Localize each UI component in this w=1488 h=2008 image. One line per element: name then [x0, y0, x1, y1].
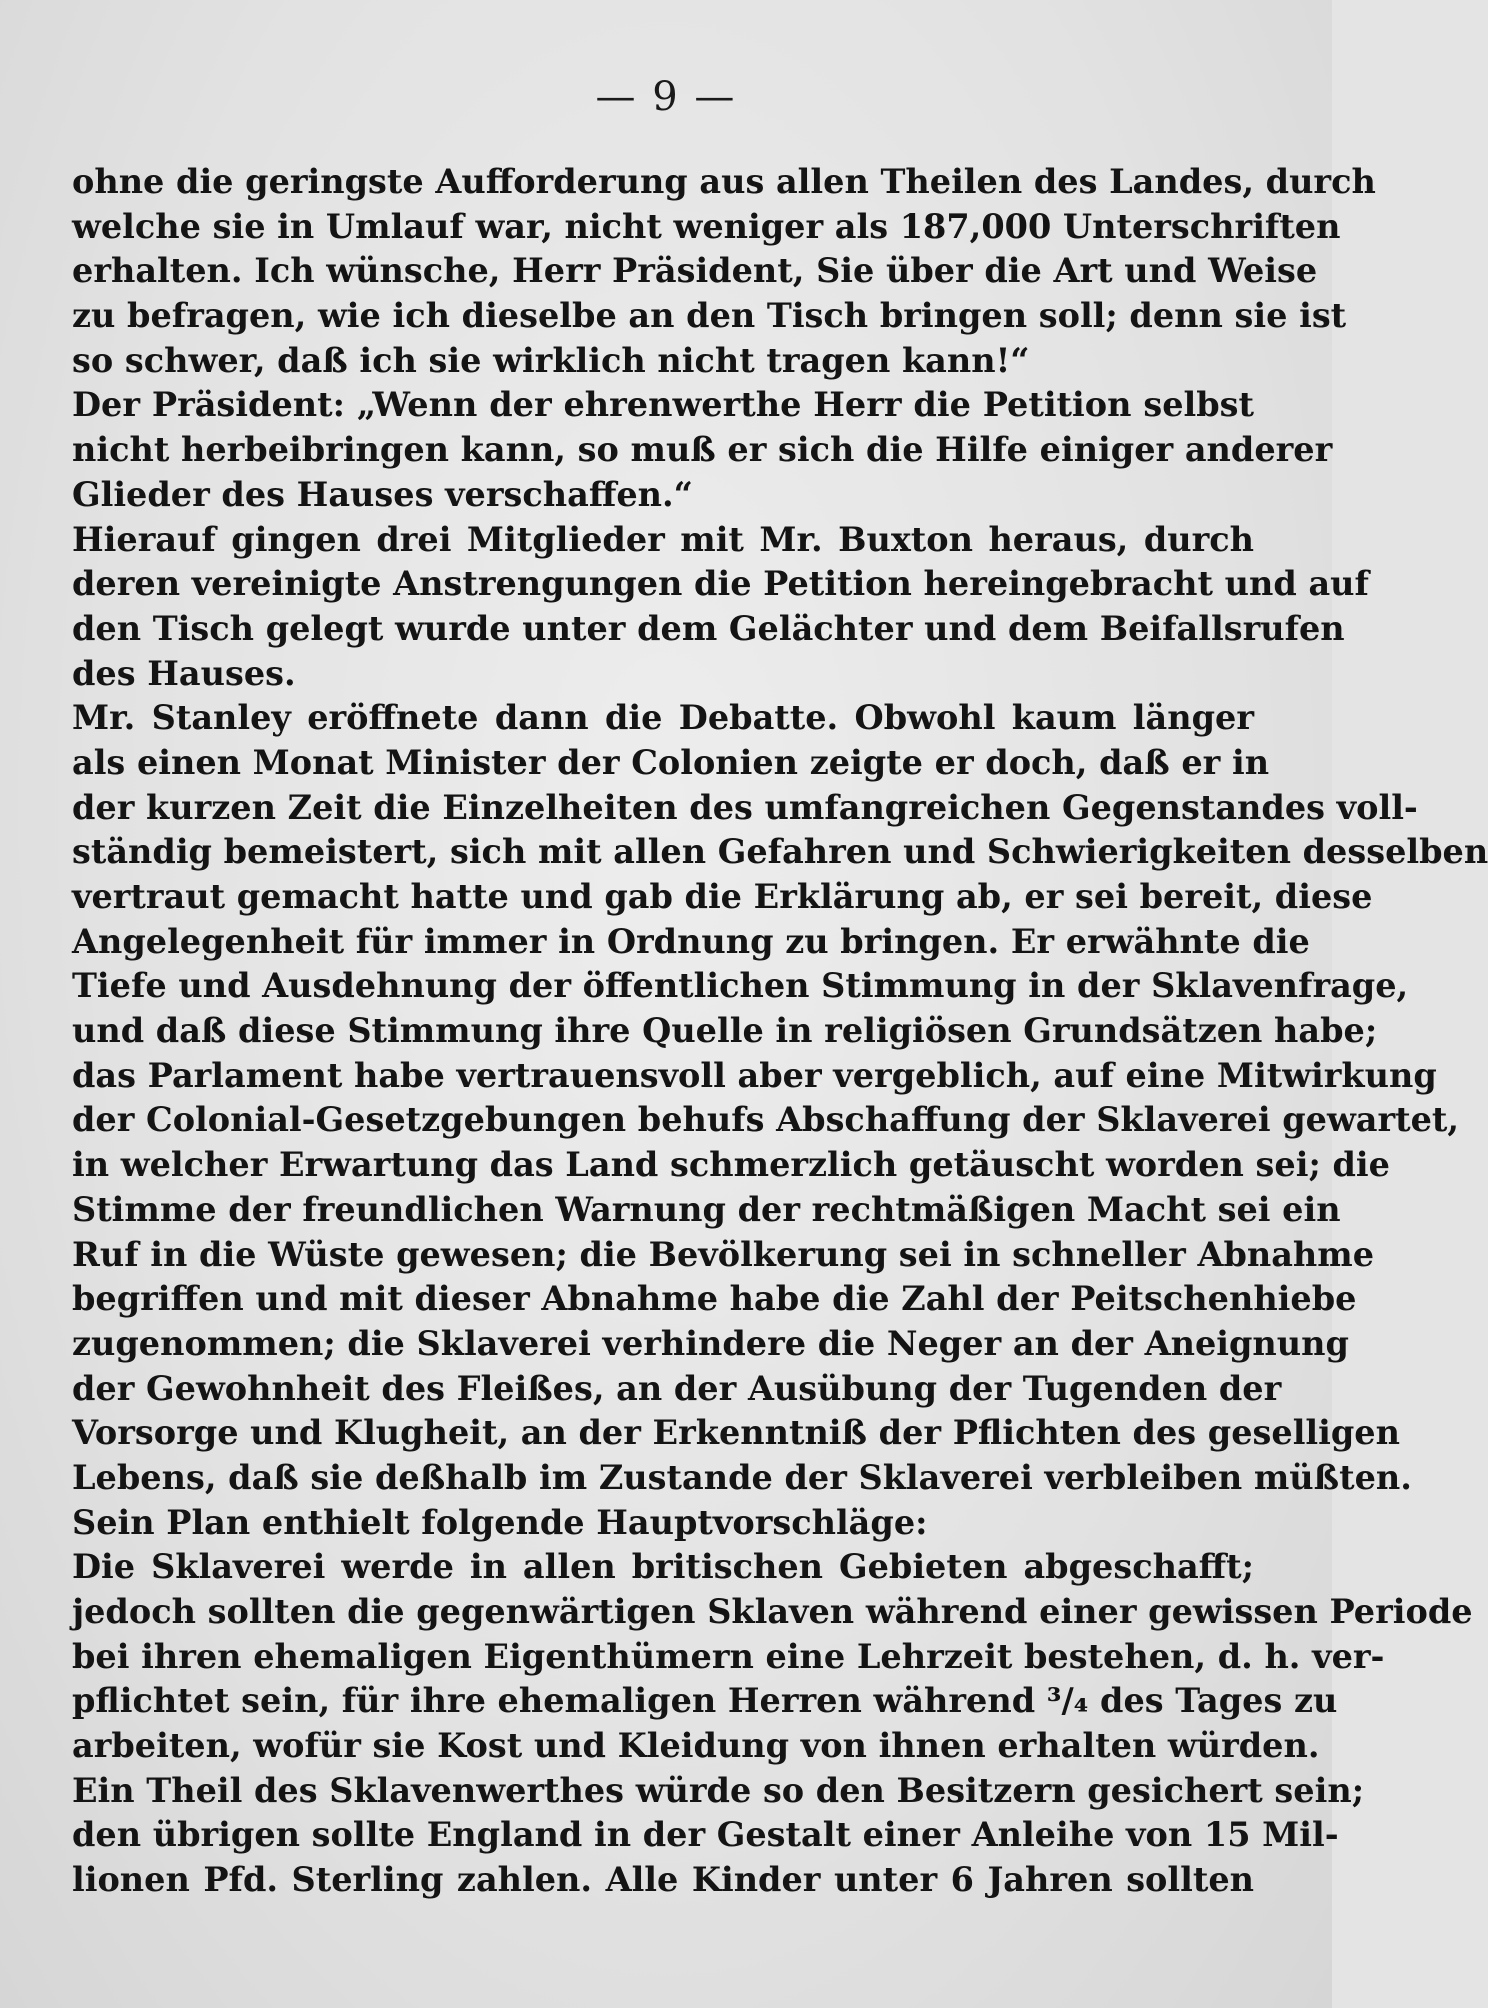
- text-line: Die Sklaverei werde in allen britischen Gebieten abgeschafft;: [72, 1547, 1254, 1587]
- text-line: Vorsorge und Klugheit, an der Erkenntniß der Pflichten des geselligen: [72, 1413, 1400, 1453]
- text-line: als einen Monat Minister der Colonien zeigte er doch, daß er in: [72, 742, 1270, 782]
- text-line: zugenommen; die Sklaverei verhindere die Neger an der Aneignung: [72, 1323, 1349, 1363]
- text-line: das Parlament habe vertrauensvoll aber vergeblich, auf eine Mitwirkung: [72, 1055, 1437, 1095]
- text-line: den übrigen sollte England in der Gestalt einer Anleihe von 15 Mil-: [72, 1815, 1339, 1855]
- text-line: bei ihren ehemaligen Eigenthümern eine Lehrzeit bestehen, d. h. ver-: [72, 1636, 1385, 1676]
- text-line: Angelegenheit für immer in Ordnung zu bringen. Er erwähnte die: [72, 921, 1310, 961]
- text-line: Mr. Stanley eröffnete dann die Debatte. Obwohl kaum länger: [72, 698, 1254, 738]
- text-line: begriffen und mit dieser Abnahme habe die Zahl der Peitschenhiebe: [72, 1279, 1357, 1319]
- text-line: zu befragen, wie ich dieselbe an den Tisch bringen soll; denn sie ist: [72, 296, 1347, 336]
- text-line: pflichtet sein, für ihre ehemaligen Herren während ³/₄ des Tages zu: [72, 1681, 1338, 1721]
- text-line: Lebens, daß sie deßhalb im Zustande der Sklaverei verbleiben müßten.: [72, 1457, 1412, 1497]
- text-line: in welcher Erwartung das Land schmerzlich getäuscht worden sei; die: [72, 1145, 1390, 1185]
- text-line: erhalten. Ich wünsche, Herr Präsident, Sie über die Art und Weise: [72, 251, 1318, 291]
- text-line: der Colonial-Gesetzgebungen behufs Abschaffung der Sklaverei gewartet,: [72, 1100, 1460, 1140]
- text-line: Stimme der freundlichen Warnung der rechtmäßigen Macht sei ein: [72, 1189, 1341, 1229]
- text-line: Sein Plan enthielt folgende Hauptvorschläge:: [72, 1502, 928, 1542]
- text-line: Ein Theil des Sklavenwerthes würde so den Besitzern gesichert sein;: [72, 1770, 1365, 1810]
- text-line: arbeiten, wofür sie Kost und Kleidung von ihnen erhalten würden.: [72, 1726, 1320, 1766]
- text-line: nicht herbeibringen kann, so muß er sich die Hilfe einiger anderer: [72, 430, 1333, 470]
- text-line: lionen Pfd. Sterling zahlen. Alle Kinder unter 6 Jahren sollten: [72, 1860, 1254, 1900]
- text-line: Hierauf gingen drei Mitglieder mit Mr. Buxton heraus, durch: [72, 519, 1254, 559]
- body-text: [72, 160, 1488, 1903]
- text-line: so schwer, daß ich sie wirklich nicht tragen kann!“: [72, 340, 1030, 380]
- text-line: der kurzen Zeit die Einzelheiten des umfangreichen Gegenstandes voll-: [72, 787, 1418, 827]
- text-line: Der Präsident: „Wenn der ehrenwerthe Herr die Petition selbst: [72, 385, 1254, 425]
- text-line: ständig bemeistert, sich mit allen Gefahren und Schwierigkeiten desselben: [72, 832, 1488, 872]
- text-line: Glieder des Hauses verschaffen.“: [72, 474, 693, 514]
- text-line: ohne die geringste Aufforderung aus allen Theilen des Landes, durch: [72, 162, 1376, 201]
- text-line: jedoch sollten die gegenwärtigen Sklaven während einer gewissen Periode: [72, 1592, 1473, 1631]
- text-line: vertraut gemacht hatte und gab die Erklärung ab, er sei bereit, diese: [72, 877, 1373, 916]
- text-line: Tiefe und Ausdehnung der öffentlichen Stimmung in der Sklavenfrage,: [72, 966, 1409, 1006]
- page-number: — 9 —: [595, 74, 737, 120]
- text-line: welche sie in Umlauf war, nicht weniger als 187,000 Unterschriften: [72, 206, 1341, 246]
- text-line: deren vereinigte Anstrengungen die Petition hereingebracht und auf: [72, 564, 1369, 604]
- text-line: Ruf in die Wüste gewesen; die Bevölkerung sei in schneller Abnahme: [72, 1234, 1375, 1274]
- text-line: und daß diese Stimmung ihre Quelle in religiösen Grundsätzen habe;: [72, 1011, 1378, 1051]
- text-line: den Tisch gelegt wurde unter dem Gelächter und dem Beifallsrufen: [72, 608, 1345, 648]
- text-line: des Hauses.: [72, 653, 296, 693]
- text-line: der Gewohnheit des Fleißes, an der Ausübung der Tugenden der: [72, 1368, 1282, 1408]
